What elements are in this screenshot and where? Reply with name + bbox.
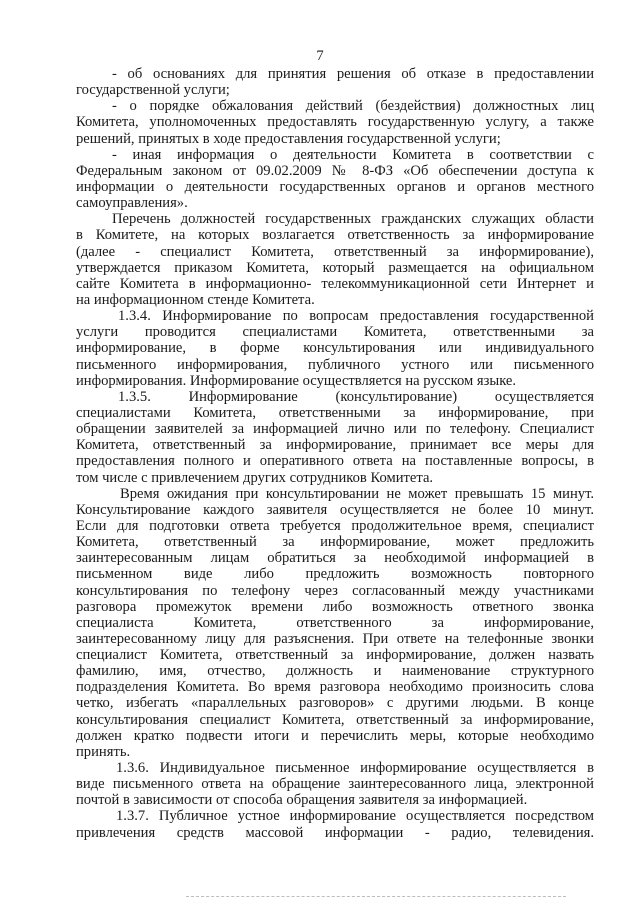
- text-line: - об основаниях для принятия решения об отказе в предоставлении: [112, 66, 594, 82]
- text-line: сайте Комитета в информационно- телекоммуникационной сети Интернет и: [76, 275, 594, 292]
- text-line: информации о деятельности государственных органов и органов местного: [76, 178, 594, 195]
- text-line: привлечения средств массовой информации - радио, телевидения.: [76, 824, 594, 841]
- text-line: том числе с привлечением других сотрудников Комитета.: [76, 469, 434, 486]
- text-line: услуги проводится специалистами Комитета, ответственными за: [76, 324, 594, 341]
- text-line: решений, принятых в ходе предоставления государственной услуги;: [76, 130, 501, 147]
- text-line: Федеральным законом от 09.02.2009 № 8-ФЗ «Об обеспечении доступа к: [76, 162, 594, 179]
- text-line: 1.3.6. Индивидуальное письменное информирование осуществляется в: [116, 760, 594, 777]
- text-line: на информационном стенде Комитета.: [76, 291, 315, 308]
- text-line: четко, избегать «параллельных разговоров» с другими людьми. В конце: [76, 695, 594, 712]
- text-line: заинтересованному лицу для разъяснения. При ответе на телефонные звонки: [76, 630, 594, 647]
- text-line: в Комитете, на которых возлагается ответственность за информирование: [76, 227, 594, 244]
- text-line: консультирования специалист Комитета, ответственный за информирование,: [76, 711, 594, 728]
- text-line: разговора промежуток времени либо возможность ответного звонка: [76, 598, 594, 615]
- text-line: информирование, в форме консультирования или индивидуального: [76, 340, 594, 357]
- text-line: принять.: [76, 743, 131, 760]
- text-line: Время ожидания при консультировании не может превышать 15 минут.: [120, 485, 594, 502]
- text-line: специалиста Комитета, ответственного за информирование,: [76, 614, 594, 631]
- text-line: Комитета, ответственный за информирование, принимает все меры для: [76, 437, 594, 454]
- text-line: - иная информация о деятельности Комитета в соответствии с: [112, 146, 594, 163]
- text-line: 1.3.4. Информирование по вопросам предоставления государственной: [118, 308, 594, 325]
- text-line: консультирования по телефону через согласованный между участниками: [76, 582, 594, 599]
- page-number: 7: [316, 48, 324, 64]
- text-line: 1.3.7. Публичное устное информирование осуществляется посредством: [116, 808, 594, 825]
- text-line: виде письменного ответа на обращение заинтересованного лица, электронной: [76, 776, 594, 793]
- text-line: (далее - специалист Комитета, ответственный за информирование),: [76, 243, 594, 260]
- text-line: предоставления полного и оперативного ответа на поставленные вопросы, в: [76, 453, 594, 470]
- page-body: [76, 66, 594, 841]
- text-line: специалист Комитета, ответственный за информирование, должен назвать: [76, 647, 594, 664]
- text-line: письменного информирования, публичного устного или письменного: [76, 356, 594, 373]
- text-line: Консультирование каждого заявителя осуществляется не более 10 минут.: [76, 501, 594, 518]
- text-line: государственной услуги;: [76, 82, 230, 99]
- text-line: письменном виде либо предложить возможность повторного: [76, 566, 594, 583]
- text-line: Комитета, уполномоченных предоставлять государственную услугу, а также: [76, 114, 594, 131]
- text-line: фамилию, имя, отчество, должность и наименование структурного: [76, 663, 594, 680]
- text-line: утверждается приказом Комитета, который размещается на официальном: [76, 259, 594, 276]
- text-line: информирования. Информирование осуществляется на русском языке.: [76, 372, 517, 389]
- text-line: самоуправления».: [76, 195, 188, 212]
- text-line: 1.3.5. Информирование (консультирование) осуществляется: [118, 388, 594, 405]
- text-line: должен кратко подвести итоги и перечислить меры, которые необходимо: [76, 727, 594, 744]
- text-line: обращении заявителей за информацией лично или по телефону. Специалист: [76, 421, 594, 438]
- text-line: Перечень должностей государственных гражданских служащих области: [112, 211, 594, 228]
- footer-divider: [186, 896, 566, 897]
- text-line: специалистами Комитета, ответственными за информирование, при: [76, 404, 594, 421]
- text-line: почтой в зависимости от способа обращения заявителя за информацией.: [76, 792, 528, 809]
- text-line: заинтересованным лицам обратиться за необходимой информацией в: [76, 550, 594, 567]
- text-line: - о порядке обжалования действий (бездействия) должностных лиц: [112, 98, 594, 115]
- text-line: подразделения Комитета. Во время разговора необходимо произносить слова: [76, 679, 594, 696]
- text-line: Если для подготовки ответа требуется продолжительное время, специалист: [76, 517, 594, 534]
- text-line: Комитета, ответственный за информирование, может предложить: [76, 534, 594, 551]
